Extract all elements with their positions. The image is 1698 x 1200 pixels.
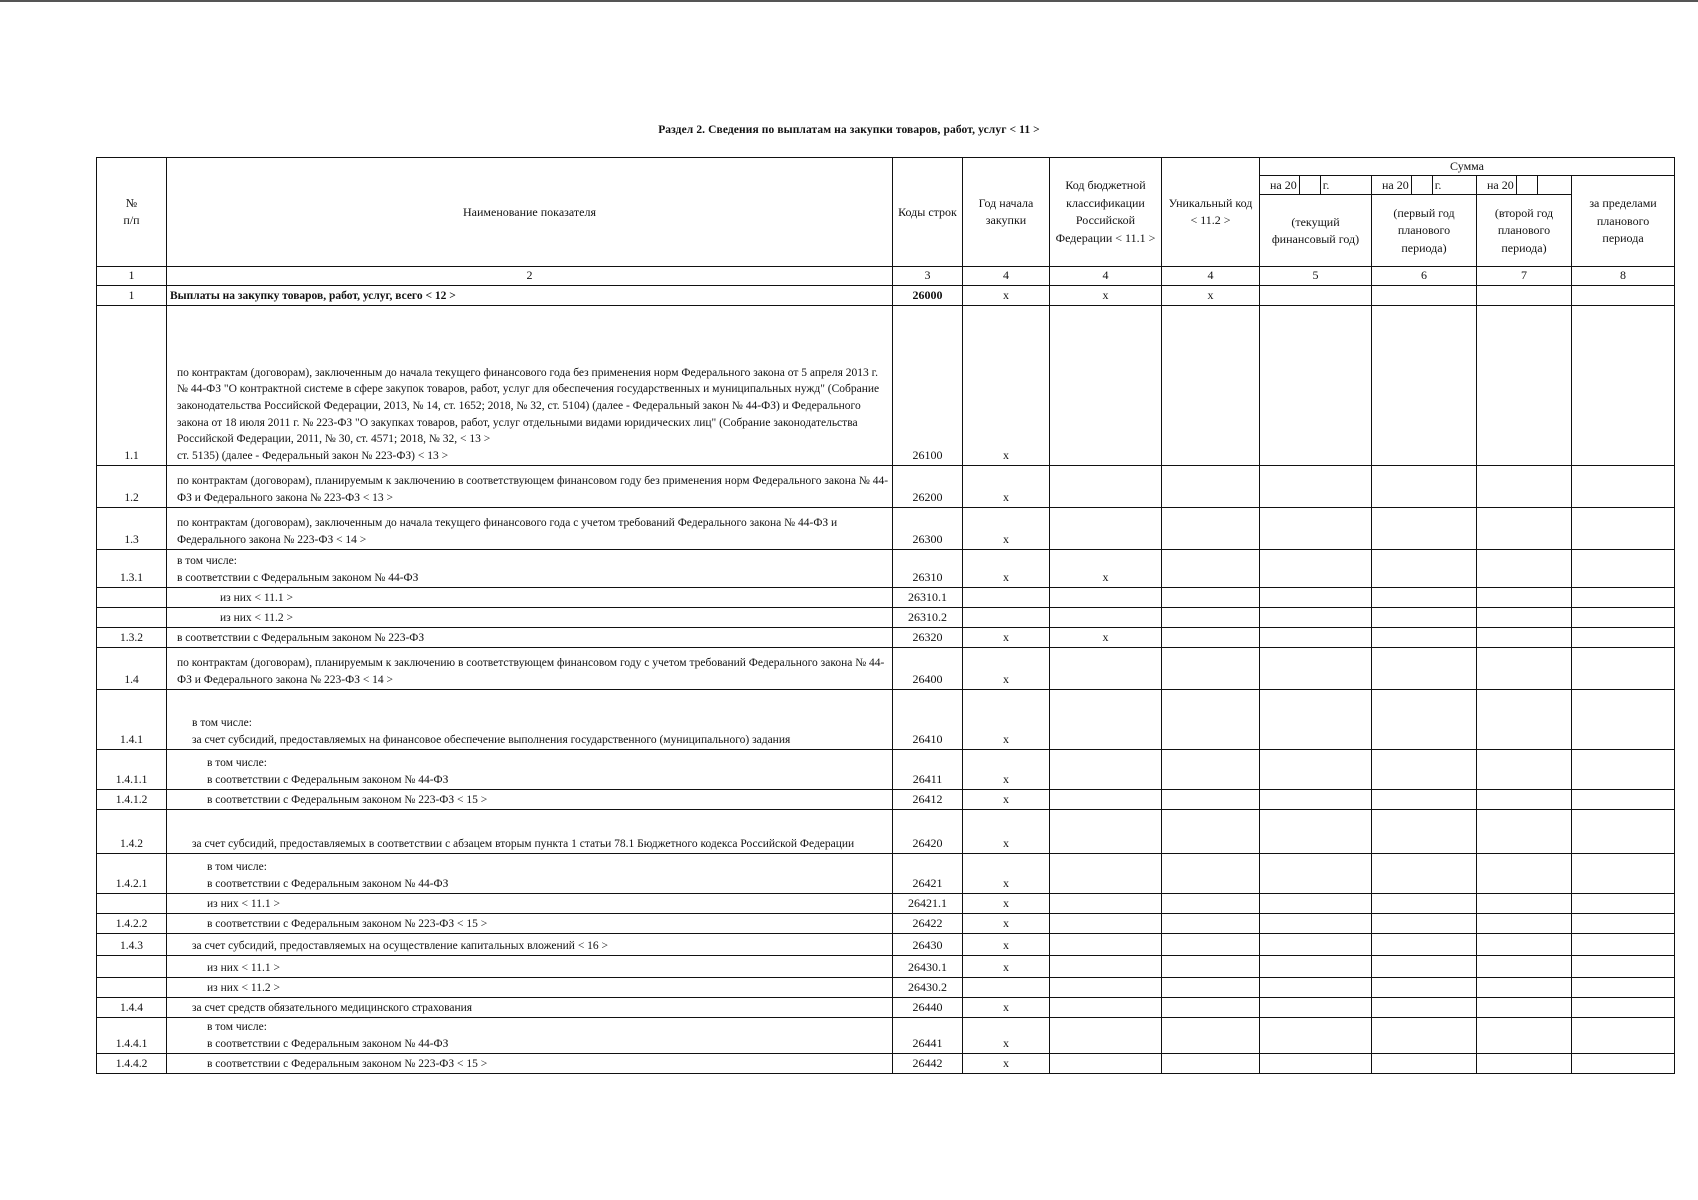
table-row	[97, 913, 1675, 933]
row-number: 1.1	[97, 305, 167, 465]
row-kbk	[1050, 1053, 1162, 1073]
row-year-start: x	[963, 955, 1050, 977]
row-name: из них < 11.2 >	[167, 607, 893, 627]
row-sum-current	[1260, 853, 1372, 893]
row-code: 26440	[893, 997, 963, 1017]
page-top-border	[0, 0, 1698, 2]
row-sum-first	[1372, 809, 1477, 853]
row-year-start	[963, 607, 1050, 627]
row-name: из них < 11.1 >	[167, 587, 893, 607]
row-sum-first	[1372, 893, 1477, 913]
row-kbk	[1050, 955, 1162, 977]
column-number: 6	[1372, 267, 1477, 285]
row-code: 26442	[893, 1053, 963, 1073]
row-sum-first	[1372, 955, 1477, 977]
row-kbk	[1050, 933, 1162, 955]
row-sum-second	[1477, 977, 1572, 997]
header-current-year: (текущий финансовый год)	[1260, 195, 1372, 267]
row-kbk: x	[1050, 549, 1162, 587]
column-number: 4	[963, 267, 1050, 285]
row-code: 26310.1	[893, 587, 963, 607]
row-sum-current	[1260, 689, 1372, 749]
row-code: 26411	[893, 749, 963, 789]
row-sum-first	[1372, 607, 1477, 627]
row-year-start: x	[963, 809, 1050, 853]
row-unique-code	[1162, 1053, 1260, 1073]
row-sum-first	[1372, 749, 1477, 789]
row-sum-beyond	[1572, 893, 1675, 913]
row-unique-code	[1162, 853, 1260, 893]
table-row	[97, 587, 1675, 607]
row-kbk	[1050, 647, 1162, 689]
row-year-start: x	[963, 285, 1050, 305]
row-number	[97, 977, 167, 997]
row-sum-beyond	[1572, 809, 1675, 853]
row-sum-beyond	[1572, 627, 1675, 647]
row-name: за счет субсидий, предоставляемых в соответствии с абзацем вторым пункта 1 статьи 78.1 Бюджетного кодекса Российской Федерации	[167, 809, 893, 853]
row-sum-beyond	[1572, 549, 1675, 587]
row-kbk	[1050, 1017, 1162, 1053]
row-sum-beyond	[1572, 1017, 1675, 1053]
row-sum-second	[1477, 549, 1572, 587]
row-unique-code	[1162, 809, 1260, 853]
row-name: в соответствии с Федеральным законом № 223-ФЗ	[167, 627, 893, 647]
row-year-start: x	[963, 913, 1050, 933]
row-sum-current	[1260, 285, 1372, 305]
row-sum-first	[1372, 853, 1477, 893]
row-code: 26000	[893, 285, 963, 305]
row-code: 26410	[893, 689, 963, 749]
row-year-start: x	[963, 305, 1050, 465]
row-sum-beyond	[1572, 607, 1675, 627]
row-name: в том числе: в соответствии с Федеральным законом № 44-ФЗ	[167, 1017, 893, 1053]
table-row	[97, 507, 1675, 549]
row-sum-beyond	[1572, 853, 1675, 893]
row-sum-current	[1260, 607, 1372, 627]
row-year-start: x	[963, 1053, 1050, 1073]
table-row	[97, 1053, 1675, 1073]
header-year-start: Год начала закупки	[963, 158, 1050, 267]
row-name: по контрактам (договорам), заключенным до начала текущего финансового года без применения норм Федерального закона от 5 апреля 2013 г. № 44-ФЗ "О контрактной системе в сфере закупок товаров, работ, услуг для обеспечения государственных и муниципальных нужд" (Собрание законодательства Российской Федерации, 2013, № 14, ст. 1652; 2018, № 32, ст. 5104) (далее - Федеральный закон № 44-ФЗ) и Федерального закона от 18 июля 2011 г. № 223-ФЗ "О закупках товаров, работ, услуг отдельными видами юридических лиц" (Собрание законодательства Российской Федерации, 2011, № 30, ст. 4571; 2018, № 32, < 13 > ст. 5135) (далее - Федеральный закон № 223-ФЗ) < 13 >	[167, 305, 893, 465]
row-number: 1.4.2.1	[97, 853, 167, 893]
row-sum-current	[1260, 809, 1372, 853]
table-row	[97, 809, 1675, 853]
row-sum-second	[1477, 997, 1572, 1017]
row-year-start: x	[963, 627, 1050, 647]
row-name: из них < 11.2 >	[167, 977, 893, 997]
row-sum-second	[1477, 1017, 1572, 1053]
row-code: 26300	[893, 507, 963, 549]
row-number: 1.3	[97, 507, 167, 549]
row-year-start: x	[963, 997, 1050, 1017]
column-number: 1	[97, 267, 167, 285]
column-number: 5	[1260, 267, 1372, 285]
row-sum-second	[1477, 285, 1572, 305]
row-number: 1	[97, 285, 167, 305]
row-name: в соответствии с Федеральным законом № 223-ФЗ < 15 >	[167, 913, 893, 933]
table-row	[97, 955, 1675, 977]
row-unique-code	[1162, 549, 1260, 587]
row-code: 26310	[893, 549, 963, 587]
row-sum-beyond	[1572, 305, 1675, 465]
row-sum-current	[1260, 955, 1372, 977]
table-row	[97, 549, 1675, 587]
column-number: 7	[1477, 267, 1572, 285]
row-sum-beyond	[1572, 955, 1675, 977]
row-sum-current	[1260, 977, 1372, 997]
row-unique-code	[1162, 465, 1260, 507]
row-name: из них < 11.1 >	[167, 955, 893, 977]
row-kbk	[1050, 977, 1162, 997]
row-code: 26430	[893, 933, 963, 955]
header-first-year: (первый год планового периода)	[1372, 195, 1477, 267]
row-sum-current	[1260, 627, 1372, 647]
row-year-start	[963, 977, 1050, 997]
row-sum-current	[1260, 1017, 1372, 1053]
table-row	[97, 933, 1675, 955]
row-name: по контрактам (договорам), заключенным до начала текущего финансового года с учетом требований Федерального закона № 44-ФЗ и Федерального закона № 223-ФЗ < 14 >	[167, 507, 893, 549]
row-sum-second	[1477, 933, 1572, 955]
row-number: 1.4.2	[97, 809, 167, 853]
row-sum-first	[1372, 933, 1477, 955]
header-year-second: на 20	[1477, 176, 1572, 195]
row-sum-beyond	[1572, 507, 1675, 549]
row-year-start: x	[963, 789, 1050, 809]
row-sum-first	[1372, 285, 1477, 305]
row-code: 26400	[893, 647, 963, 689]
row-number: 1.4	[97, 647, 167, 689]
row-year-start: x	[963, 933, 1050, 955]
row-sum-first	[1372, 977, 1477, 997]
header-codes: Коды строк	[893, 158, 963, 267]
table-row	[97, 997, 1675, 1017]
row-sum-second	[1477, 587, 1572, 607]
table-row	[97, 305, 1675, 465]
row-sum-second	[1477, 955, 1572, 977]
row-sum-current	[1260, 507, 1372, 549]
row-sum-first	[1372, 507, 1477, 549]
row-sum-second	[1477, 789, 1572, 809]
row-code: 26100	[893, 305, 963, 465]
row-sum-current	[1260, 465, 1372, 507]
row-sum-beyond	[1572, 587, 1675, 607]
table-row	[97, 285, 1675, 305]
row-code: 26441	[893, 1017, 963, 1053]
row-year-start: x	[963, 853, 1050, 893]
row-number: 1.4.4.1	[97, 1017, 167, 1053]
header-year-current: на 20 г.	[1260, 176, 1372, 195]
row-sum-beyond	[1572, 285, 1675, 305]
row-sum-current	[1260, 913, 1372, 933]
row-name: Выплаты на закупку товаров, работ, услуг, всего < 12 >	[167, 285, 893, 305]
row-sum-second	[1477, 607, 1572, 627]
row-sum-current	[1260, 1053, 1372, 1073]
row-year-start: x	[963, 893, 1050, 913]
row-name: в том числе: за счет субсидий, предоставляемых на финансовое обеспечение выполнения государственного (муниципального) задания	[167, 689, 893, 749]
row-year-start: x	[963, 689, 1050, 749]
row-number: 1.4.4.2	[97, 1053, 167, 1073]
row-sum-first	[1372, 1053, 1477, 1073]
header-second-year: (второй год планового периода)	[1477, 195, 1572, 267]
row-sum-first	[1372, 549, 1477, 587]
table-row	[97, 749, 1675, 789]
row-year-start: x	[963, 465, 1050, 507]
row-unique-code	[1162, 647, 1260, 689]
row-number: 1.3.1	[97, 549, 167, 587]
row-unique-code	[1162, 305, 1260, 465]
row-sum-second	[1477, 749, 1572, 789]
row-kbk	[1050, 809, 1162, 853]
row-year-start	[963, 587, 1050, 607]
header-year-first: на 20 г.	[1372, 176, 1477, 195]
row-sum-current	[1260, 997, 1372, 1017]
row-sum-current	[1260, 789, 1372, 809]
row-sum-second	[1477, 1053, 1572, 1073]
row-sum-first	[1372, 689, 1477, 749]
row-code: 26430.2	[893, 977, 963, 997]
row-sum-current	[1260, 647, 1372, 689]
row-sum-second	[1477, 689, 1572, 749]
row-kbk	[1050, 853, 1162, 893]
row-sum-first	[1372, 465, 1477, 507]
row-kbk: x	[1050, 285, 1162, 305]
row-sum-current	[1260, 749, 1372, 789]
table-row	[97, 465, 1675, 507]
row-kbk	[1050, 893, 1162, 913]
row-code: 26420	[893, 809, 963, 853]
row-sum-current	[1260, 893, 1372, 913]
row-sum-current	[1260, 549, 1372, 587]
row-name: из них < 11.1 >	[167, 893, 893, 913]
row-kbk	[1050, 789, 1162, 809]
row-sum-beyond	[1572, 913, 1675, 933]
row-sum-current	[1260, 305, 1372, 465]
row-code: 26421.1	[893, 893, 963, 913]
row-kbk	[1050, 507, 1162, 549]
table-row	[97, 789, 1675, 809]
header-sum: Сумма	[1260, 158, 1675, 176]
row-sum-second	[1477, 647, 1572, 689]
row-unique-code	[1162, 955, 1260, 977]
row-kbk	[1050, 689, 1162, 749]
row-unique-code	[1162, 587, 1260, 607]
header-beyond: за пределами планового периода	[1572, 176, 1675, 267]
table-row	[97, 689, 1675, 749]
header-no: № п/п	[97, 158, 167, 267]
row-year-start: x	[963, 507, 1050, 549]
row-unique-code	[1162, 1017, 1260, 1053]
row-sum-second	[1477, 893, 1572, 913]
row-sum-second	[1477, 305, 1572, 465]
row-name: в том числе: в соответствии с Федеральным законом № 44-ФЗ	[167, 853, 893, 893]
row-code: 26310.2	[893, 607, 963, 627]
row-sum-beyond	[1572, 1053, 1675, 1073]
table-row	[97, 607, 1675, 627]
row-number: 1.4.3	[97, 933, 167, 955]
row-name: по контрактам (договорам), планируемым к заключению в соответствующем финансовом году без применения норм Федерального закона № 44-ФЗ и Федерального закона № 223-ФЗ < 13 >	[167, 465, 893, 507]
row-number	[97, 587, 167, 607]
row-kbk	[1050, 749, 1162, 789]
row-number: 1.4.1.2	[97, 789, 167, 809]
row-sum-second	[1477, 465, 1572, 507]
row-sum-first	[1372, 647, 1477, 689]
row-sum-first	[1372, 627, 1477, 647]
row-sum-beyond	[1572, 977, 1675, 997]
table-body	[97, 285, 1675, 1073]
row-sum-beyond	[1572, 933, 1675, 955]
column-number: 8	[1572, 267, 1675, 285]
row-sum-second	[1477, 913, 1572, 933]
row-name: в соответствии с Федеральным законом № 223-ФЗ < 15 >	[167, 789, 893, 809]
row-kbk: x	[1050, 627, 1162, 647]
row-kbk	[1050, 305, 1162, 465]
column-number: 4	[1050, 267, 1162, 285]
row-unique-code: x	[1162, 285, 1260, 305]
row-unique-code	[1162, 997, 1260, 1017]
row-unique-code	[1162, 933, 1260, 955]
row-number	[97, 893, 167, 913]
row-sum-first	[1372, 587, 1477, 607]
row-kbk	[1050, 587, 1162, 607]
row-unique-code	[1162, 507, 1260, 549]
row-unique-code	[1162, 749, 1260, 789]
row-unique-code	[1162, 893, 1260, 913]
row-code: 26320	[893, 627, 963, 647]
row-number: 1.4.1.1	[97, 749, 167, 789]
column-number: 2	[167, 267, 893, 285]
row-sum-first	[1372, 913, 1477, 933]
row-year-start: x	[963, 1017, 1050, 1053]
row-name: в том числе: в соответствии с Федеральным законом № 44-ФЗ	[167, 749, 893, 789]
row-kbk	[1050, 465, 1162, 507]
row-year-start: x	[963, 647, 1050, 689]
column-numbers-row	[97, 267, 1675, 285]
payments-table	[96, 157, 1675, 1074]
row-year-start: x	[963, 749, 1050, 789]
row-unique-code	[1162, 789, 1260, 809]
row-name: за счет субсидий, предоставляемых на осуществление капитальных вложений < 16 >	[167, 933, 893, 955]
row-code: 26200	[893, 465, 963, 507]
row-sum-beyond	[1572, 749, 1675, 789]
row-sum-second	[1477, 809, 1572, 853]
row-unique-code	[1162, 913, 1260, 933]
table-row	[97, 977, 1675, 997]
row-code: 26422	[893, 913, 963, 933]
table-row	[97, 893, 1675, 913]
row-sum-beyond	[1572, 997, 1675, 1017]
row-sum-first	[1372, 305, 1477, 465]
row-sum-beyond	[1572, 465, 1675, 507]
row-code: 26421	[893, 853, 963, 893]
column-number: 4	[1162, 267, 1260, 285]
column-number: 3	[893, 267, 963, 285]
row-number: 1.4.4	[97, 997, 167, 1017]
row-unique-code	[1162, 977, 1260, 997]
row-kbk	[1050, 913, 1162, 933]
row-number: 1.4.2.2	[97, 913, 167, 933]
row-sum-beyond	[1572, 689, 1675, 749]
row-sum-beyond	[1572, 647, 1675, 689]
row-unique-code	[1162, 627, 1260, 647]
row-unique-code	[1162, 607, 1260, 627]
row-name: в том числе: в соответствии с Федеральным законом № 44-ФЗ	[167, 549, 893, 587]
row-kbk	[1050, 997, 1162, 1017]
table-row	[97, 853, 1675, 893]
row-sum-first	[1372, 997, 1477, 1017]
row-name: за счет средств обязательного медицинского страхования	[167, 997, 893, 1017]
row-sum-first	[1372, 789, 1477, 809]
row-sum-current	[1260, 587, 1372, 607]
row-unique-code	[1162, 689, 1260, 749]
row-number: 1.4.1	[97, 689, 167, 749]
row-number: 1.3.2	[97, 627, 167, 647]
row-sum-current	[1260, 933, 1372, 955]
row-number	[97, 607, 167, 627]
row-sum-second	[1477, 853, 1572, 893]
row-sum-beyond	[1572, 789, 1675, 809]
row-code: 26412	[893, 789, 963, 809]
section-title: Раздел 2. Сведения по выплатам на закупки товаров, работ, услуг < 11 >	[658, 124, 1040, 136]
row-number	[97, 955, 167, 977]
header-kbk: Код бюджетной классификации Российской Федерации < 11.1 >	[1050, 158, 1162, 267]
row-sum-second	[1477, 627, 1572, 647]
table-row	[97, 1017, 1675, 1053]
header-unique-code: Уникальный код < 11.2 >	[1162, 158, 1260, 267]
row-sum-first	[1372, 1017, 1477, 1053]
row-number: 1.2	[97, 465, 167, 507]
header-name: Наименование показателя	[167, 158, 893, 267]
row-sum-second	[1477, 507, 1572, 549]
row-kbk	[1050, 607, 1162, 627]
table-row	[97, 647, 1675, 689]
row-name: в соответствии с Федеральным законом № 223-ФЗ < 15 >	[167, 1053, 893, 1073]
row-name: по контрактам (договорам), планируемым к заключению в соответствующем финансовом году с учетом требований Федерального закона № 44-ФЗ и Федерального закона № 223-ФЗ < 14 >	[167, 647, 893, 689]
row-code: 26430.1	[893, 955, 963, 977]
row-year-start: x	[963, 549, 1050, 587]
table-row	[97, 627, 1675, 647]
